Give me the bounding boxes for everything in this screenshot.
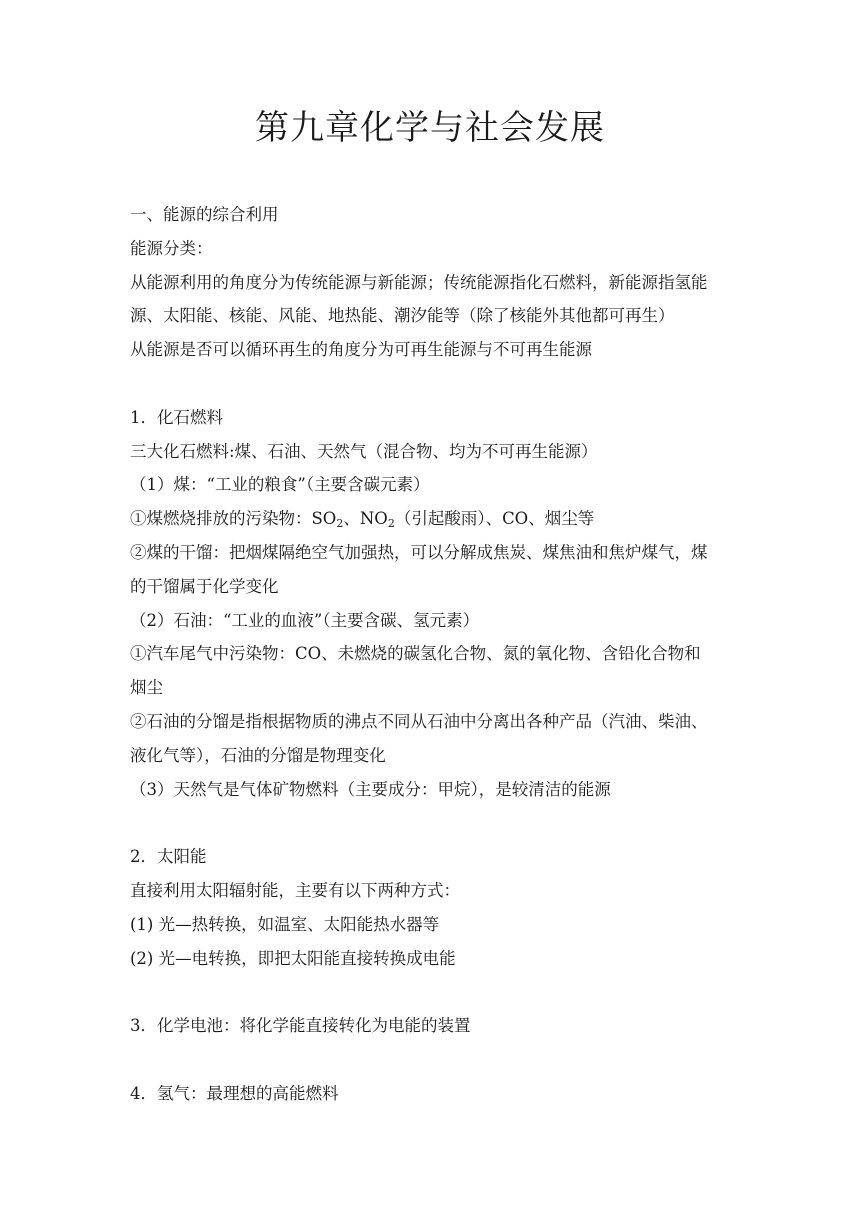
list-item: (2) 光—电转换，即把太阳能直接转换成电能: [130, 948, 456, 968]
paragraph-line: ①汽车尾气中污染物：CO、未燃烧的碳氢化合物、氮的氧化物、含铅化合物和: [130, 644, 701, 664]
section-heading-battery: 3．化学电池：将化学能直接转化为电能的装置: [130, 1016, 471, 1036]
document-body: [130, 198, 740, 1111]
paragraph-line: 烟尘: [130, 678, 163, 698]
blank-line: [130, 806, 740, 840]
section-heading-energy: 一、能源的综合利用: [130, 205, 279, 224]
list-item: (1) 光—热转换，如温室、太阳能热水器等: [130, 914, 440, 934]
subheading-coal: （1）煤：“工业的粮食”（主要含碳元素）: [130, 475, 430, 495]
coal-pollutants-line: ①煤燃烧排放的污染物：$SO_2$、$NO_2$（引起酸雨）、CO、烟尘等: [130, 509, 595, 531]
section-heading-hydrogen: 4．氢气：最理想的高能燃料: [130, 1083, 339, 1103]
paragraph-line: 三大化石燃料:煤、石油、天然气（混合物、均为不可再生能源）: [130, 441, 598, 461]
paragraph-line: 从能源是否可以循环再生的角度分为可再生能源与不可再生能源: [130, 340, 592, 360]
subheading-oil: （2）石油：“工业的血液”（主要含碳、氢元素）: [130, 610, 480, 630]
blank-line: [130, 1043, 740, 1077]
paragraph-line: 源、太阳能、核能、风能、地热能、潮汐能等（除了核能外其他都可再生）: [130, 306, 675, 326]
blank-line: [130, 367, 740, 401]
subheading-natural-gas: （3）天然气是气体矿物燃料（主要成分：甲烷），是较清洁的能源: [130, 779, 611, 799]
classification-label: 能源分类：: [130, 238, 213, 258]
paragraph-line: ②煤的干馏：把烟煤隔绝空气加强热，可以分解成焦炭、煤焦油和焦炉煤气，煤: [130, 542, 708, 562]
paragraph-line: 的干馏属于化学变化: [130, 576, 279, 596]
paragraph-line: 从能源利用的角度分为传统能源与新能源；传统能源指化石燃料，新能源指氢能: [130, 272, 708, 292]
paragraph-line: 直接利用太阳辐射能，主要有以下两种方式：: [130, 880, 460, 900]
section-heading-solar: 2．太阳能: [130, 847, 207, 867]
paragraph-line: 液化气等），石油的分馏是物理变化: [130, 745, 386, 765]
blank-line: [130, 975, 740, 1009]
section-heading-fossil-fuels: 1．化石燃料: [130, 407, 223, 427]
paragraph-line: ②石油的分馏是指根据物质的沸点不同从石油中分离出各种产品（汽油、柴油、: [130, 711, 708, 731]
page-title: 第九章化学与社会发展: [255, 108, 605, 148]
